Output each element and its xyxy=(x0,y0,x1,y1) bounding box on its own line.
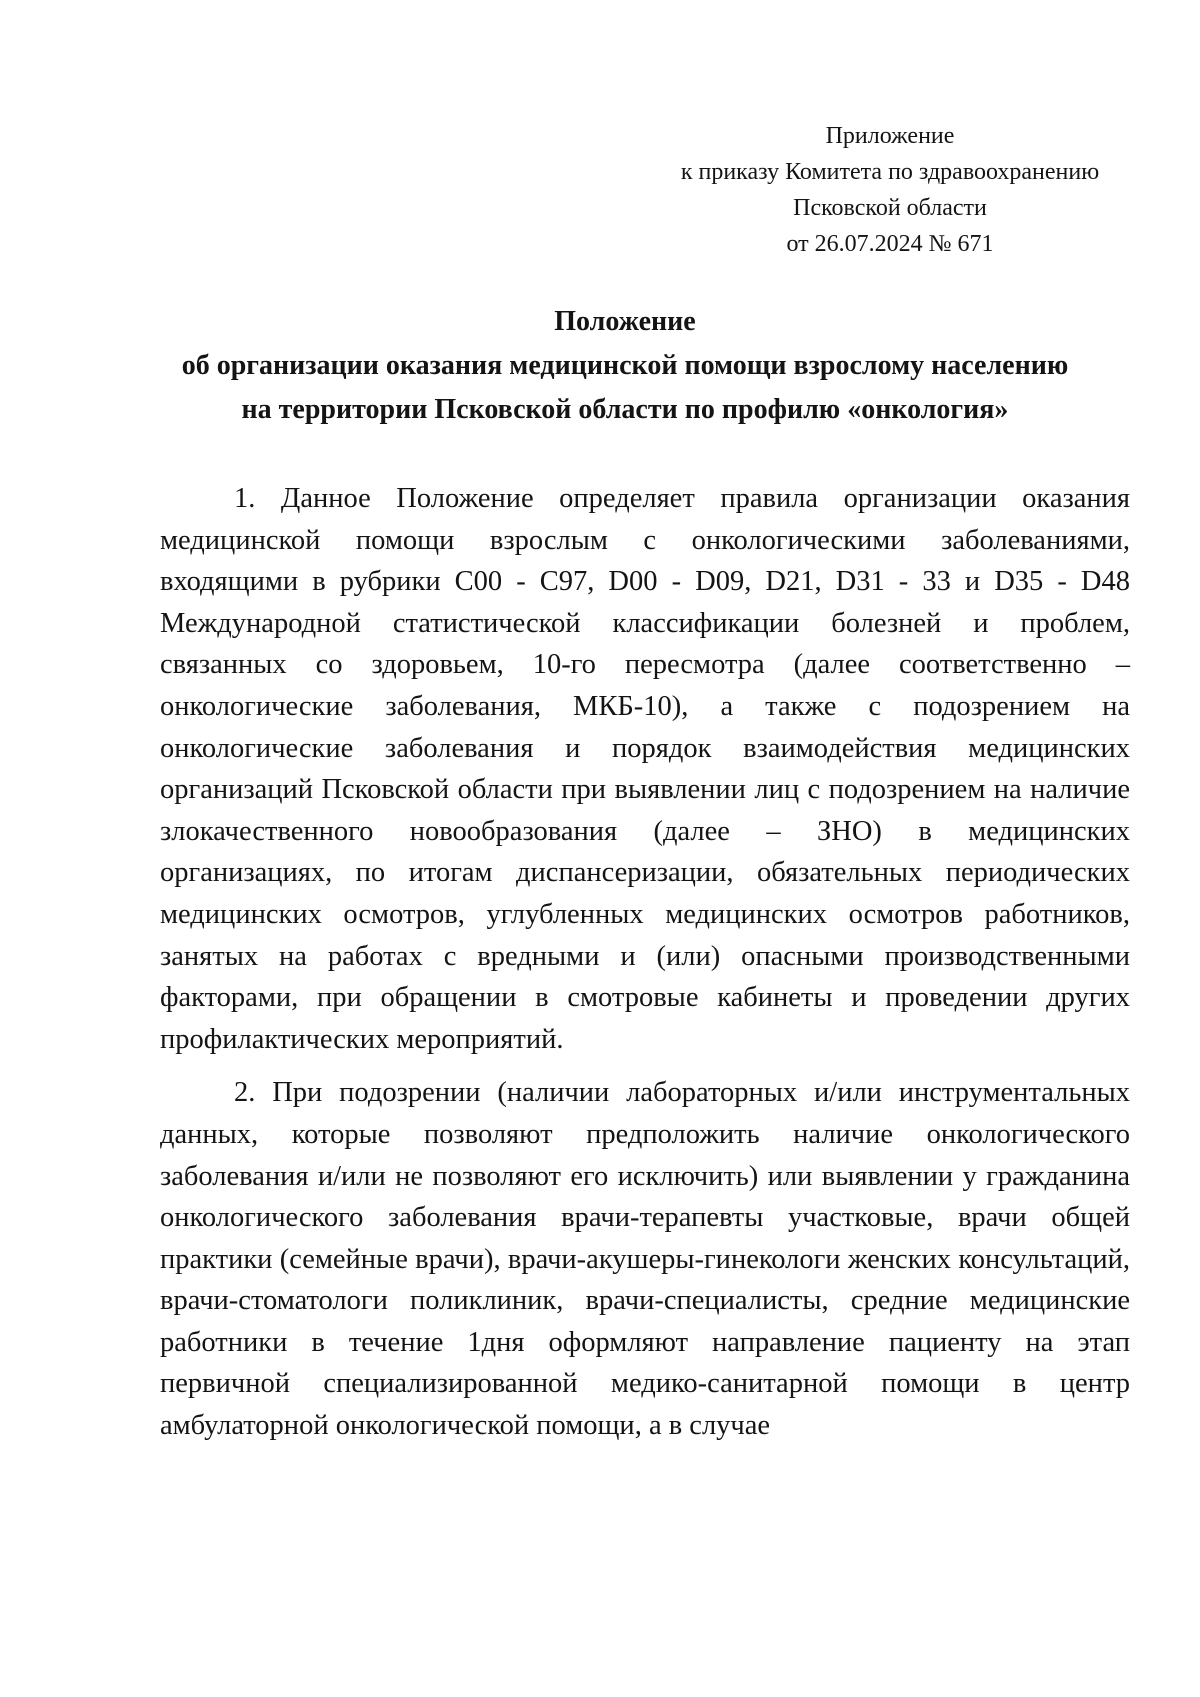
appendix-label: Приложение xyxy=(825,123,955,149)
appendix-region: Псковской области xyxy=(793,195,987,221)
appendix-order-reference: к приказу Комитета по здравоохранению xyxy=(680,159,1100,185)
paragraph-1: 1. Данное Положение определяет правила организации оказания медицинской помощи взрослым с онкологическими заболеваниями, входящими в рубрики С00 - С97, D00 - D09, D21, D31 - 33 и D35 - D48 Международной статистической классификации болезней и проблем, связанных со здоровьем, 10-го пересмотра (далее соответственно – онкологические заболевания, МКБ-10), а также с подозрением на онкологические заболевания и порядок взаимодействия медицинских организаций Псковской области при выявлении лиц с подозрением на наличие злокачественного новообразования (далее – ЗНО) в медицинских организациях, по итогам диспансеризации, обязательных периодических медицинских осмотров, углубленных медицинских осмотров работников, занятых на работах с вредными и (или) опасными производственными факторами, при обращении в смотровые кабинеты и проведении других профилактических мероприятий. xyxy=(160,483,1130,1055)
paragraph-2: 2. При подозрении (наличии лабораторных и/или инструментальных данных, которые позволяют предположить наличие онкологического заболевания и/или не позволяют его исключить) или выявлении у гражданина онкологического заболевания врачи-терапевты участковые, врачи общей практики (семейные врачи), врачи-акушеры-гинекологи женских консультаций, врачи-стоматологи поликлиник, врачи-специалисты, средние медицинские работники в течение 1дня оформляют направление пациенту на этап первичной специализированной медико-санитарной помощи в центр амбулаторной онкологической помощи, а в случае xyxy=(160,1077,1130,1442)
appendix-header xyxy=(640,118,1140,262)
appendix-date-number: от 26.07.2024 № 671 xyxy=(786,231,994,257)
title-line-1: Положение xyxy=(554,306,696,337)
document-title xyxy=(120,300,1130,432)
title-line-2: об организации оказания медицинской помощи взрослому населению xyxy=(181,350,1069,381)
title-line-3: на территории Псковской области по профилю «онкология» xyxy=(241,394,1009,425)
document-body xyxy=(160,478,1130,1459)
